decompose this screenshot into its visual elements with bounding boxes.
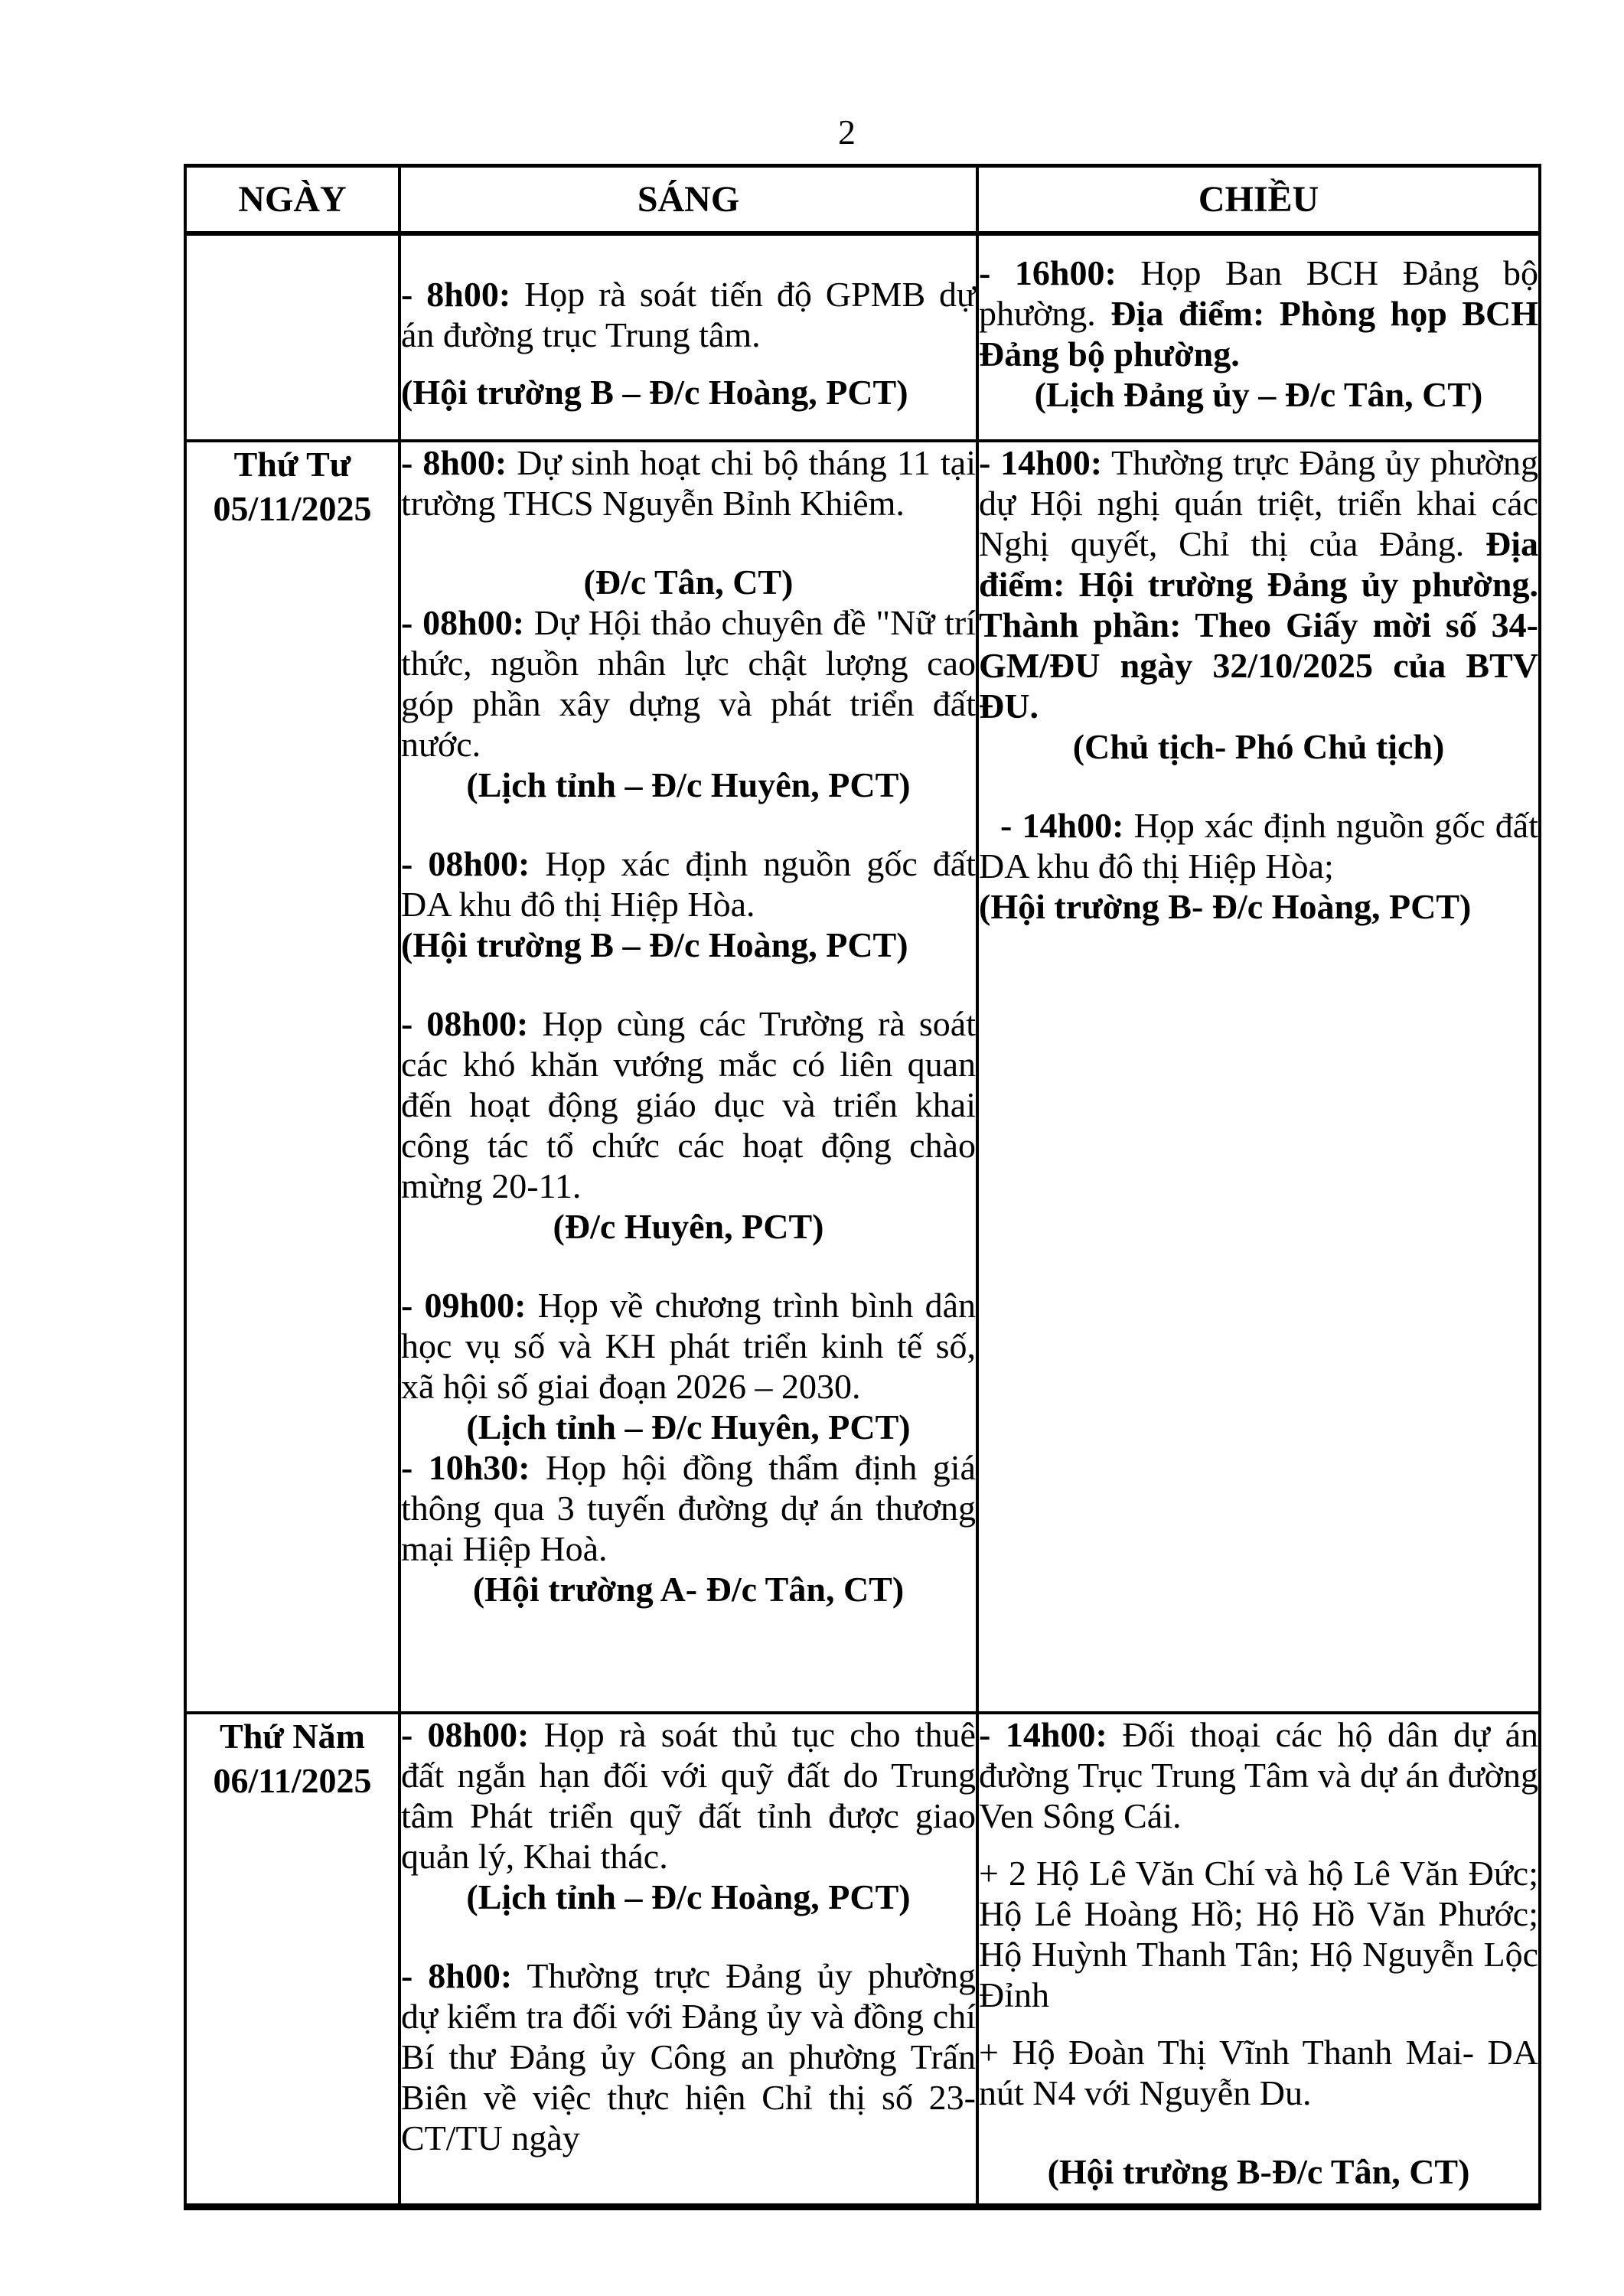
body-text: Họp cùng các Trường rà soát các khó khăn vướng mắc có liên quan đến hoạt động giáo dục và triển khai công tác tổ chức các hoạt động chào mừng 20-11. bbox=[401, 1003, 976, 1205]
afternoon-cell bbox=[977, 233, 1540, 441]
bold-text: (Lịch tỉnh – Đ/c Huyên, PCT) bbox=[466, 1407, 911, 1446]
event-paragraph bbox=[401, 602, 976, 765]
event-paragraph bbox=[401, 1714, 976, 1877]
bold-text: (Lịch Đảng ủy – Đ/c Tân, CT) bbox=[1034, 374, 1483, 414]
time-label: - 8h00: bbox=[401, 274, 511, 314]
header-day: NGÀY bbox=[185, 166, 399, 233]
table-header bbox=[185, 166, 1540, 233]
note-line bbox=[979, 1853, 1538, 2015]
bold-text: (Đ/c Huyên, PCT) bbox=[553, 1206, 824, 1246]
date-cell bbox=[185, 441, 399, 1713]
bold-text: (Hội trường B – Đ/c Hoàng, PCT) bbox=[401, 372, 908, 412]
morning-cell bbox=[399, 233, 977, 441]
time-label: - 8h00: bbox=[401, 1955, 513, 1995]
date-value: 05/11/2025 bbox=[213, 489, 372, 529]
time-label: - 14h00: bbox=[1000, 805, 1124, 845]
event-paragraph bbox=[979, 442, 1538, 726]
bold-text: (Lịch tỉnh – Đ/c Hoàng, PCT) bbox=[466, 1877, 911, 1916]
body-text: Thường trực Đảng ủy phường dự kiểm tra đối với Đảng ủy và đồng chí Bí thư Đảng ủy Công an phường Trấn Biên về việc thực hiện Chỉ thị số 23-CT/TU ngày bbox=[401, 1955, 976, 2157]
morning-cell bbox=[399, 1713, 977, 2207]
event-paragraph bbox=[979, 1714, 1538, 1836]
location-line bbox=[401, 765, 976, 805]
time-label: - 08h00: bbox=[401, 602, 525, 642]
event-paragraph bbox=[979, 253, 1538, 374]
note-line bbox=[979, 2032, 1538, 2113]
time-label: - 08h00: bbox=[401, 1003, 529, 1043]
schedule-body bbox=[185, 233, 1540, 2207]
header-morning: SÁNG bbox=[399, 166, 977, 233]
bold-text: (Hội trường B- Đ/c Hoàng, PCT) bbox=[979, 886, 1472, 926]
location-line bbox=[979, 374, 1538, 415]
body-text: Họp rà soát tiến độ GPMB dự án đường trục Trung tâm. bbox=[401, 274, 976, 354]
time-label: - 08h00: bbox=[401, 843, 530, 883]
body-text: Thường trực Đảng ủy phường dự Hội nghị quán triệt, triển khai các Nghị quyết, Chỉ thị của Đảng. bbox=[979, 442, 1538, 563]
body-text: Họp về chương trình bình dân học vụ số và KH phát triển kinh tế số, xã hội số giai đoạn 2026 – 2030. bbox=[401, 1285, 976, 1406]
time-label: - 10h30: bbox=[401, 1447, 530, 1487]
time-label: - 14h00: bbox=[979, 442, 1103, 482]
date-cell bbox=[185, 1713, 399, 2207]
time-label: - 16h00: bbox=[979, 253, 1117, 292]
date-day: Thứ Tư bbox=[233, 444, 351, 484]
bold-text: (Lịch tỉnh – Đ/c Huyên, PCT) bbox=[466, 765, 911, 804]
time-label: - 08h00: bbox=[401, 1714, 530, 1754]
time-label: - 14h00: bbox=[979, 1714, 1107, 1754]
date-cell bbox=[185, 233, 399, 441]
event-paragraph bbox=[401, 1003, 976, 1206]
body-text: Họp hội đồng thẩm định giá thông qua 3 tuyến đường dự án thương mại Hiệp Hoà. bbox=[401, 1447, 976, 1568]
body-text: Họp xác định nguồn gốc đất DA khu đô thị Hiệp Hòa; bbox=[979, 805, 1538, 885]
header-row bbox=[185, 166, 1540, 233]
afternoon-cell bbox=[977, 441, 1540, 1713]
bold-text: Địa điểm: Phòng họp BCH Đảng bộ phường. bbox=[979, 293, 1539, 373]
body-text: + Hộ Đoàn Thị Vĩnh Thanh Mai- DA nút N4 với Nguyễn Du. bbox=[979, 2032, 1538, 2112]
location-line bbox=[401, 1206, 976, 1247]
event-paragraph bbox=[401, 274, 976, 355]
schedule-row bbox=[185, 1713, 1540, 2207]
schedule-row bbox=[185, 441, 1540, 1713]
event-paragraph bbox=[401, 442, 976, 523]
event-paragraph bbox=[979, 805, 1538, 886]
body-text: Họp Ban BCH Đảng bộ phường. bbox=[979, 253, 1538, 333]
body-text: Đối thoại các hộ dân dự án đường Trục Trung Tâm và dự án đường Ven Sông Cái. bbox=[979, 1714, 1538, 1835]
afternoon-cell bbox=[977, 1713, 1540, 2207]
morning-cell bbox=[399, 441, 977, 1713]
header-afternoon: CHIỀU bbox=[977, 166, 1540, 233]
bold-text: (Chủ tịch- Phó Chủ tịch) bbox=[1072, 726, 1445, 766]
location-line bbox=[401, 562, 976, 602]
time-label: - 09h00: bbox=[401, 1285, 527, 1325]
location-line bbox=[979, 886, 1538, 927]
schedule-table bbox=[184, 164, 1541, 2210]
bold-text: (Hội trường A- Đ/c Tân, CT) bbox=[472, 1569, 905, 1609]
location-line bbox=[401, 1569, 976, 1609]
event-paragraph bbox=[401, 1955, 976, 2158]
bold-text: (Hội trường B – Đ/c Hoàng, PCT) bbox=[401, 925, 908, 964]
location-line bbox=[401, 372, 976, 413]
body-text: Dự sinh hoạt chi bộ tháng 11 tại trường THCS Nguyễn Bỉnh Khiêm. bbox=[401, 442, 976, 523]
body-text: + 2 Hộ Lê Văn Chí và hộ Lê Văn Đức; Hộ Lê Hoàng Hồ; Hộ Hồ Văn Phước; Hộ Huỳnh Thanh Tân; Hộ Nguyễn Lộc Đỉnh bbox=[979, 1853, 1538, 2014]
body-text: Họp xác định nguồn gốc đất DA khu đô thị Hiệp Hòa. bbox=[401, 843, 976, 924]
location-line bbox=[979, 2151, 1538, 2192]
event-paragraph bbox=[401, 843, 976, 925]
date-day: Thứ Năm bbox=[220, 1716, 365, 1756]
bold-text: Địa điểm: Hội trường Đảng ủy phường. Thành phần: Theo Giấy mời số 34-GM/ĐU ngày 32/10/2025 của BTV ĐU. bbox=[979, 523, 1538, 726]
location-line bbox=[401, 1877, 976, 1917]
body-text: Dự Hội thảo chuyên đề "Nữ trí thức, nguồn nhân lực chật lượng cao góp phần xây dựng và phát triển đất nước. bbox=[401, 602, 976, 764]
schedule-row bbox=[185, 233, 1540, 441]
event-paragraph bbox=[401, 1285, 976, 1407]
location-line bbox=[401, 1407, 976, 1447]
date-value: 06/11/2025 bbox=[213, 1761, 372, 1801]
location-line bbox=[401, 925, 976, 965]
body-text: Họp rà soát thủ tục cho thuê đất ngắn hạn đối với quỹ đất do Trung tâm Phát triển quỹ đất tỉnh được giao quản lý, Khai thác. bbox=[401, 1714, 976, 1876]
bold-text: (Hội trường B-Đ/c Tân, CT) bbox=[1047, 2151, 1470, 2191]
time-label: - 8h00: bbox=[401, 442, 507, 482]
location-line bbox=[979, 726, 1538, 767]
page-number: 2 bbox=[838, 113, 856, 152]
event-paragraph bbox=[401, 1447, 976, 1569]
bold-text: (Đ/c Tân, CT) bbox=[583, 562, 794, 602]
